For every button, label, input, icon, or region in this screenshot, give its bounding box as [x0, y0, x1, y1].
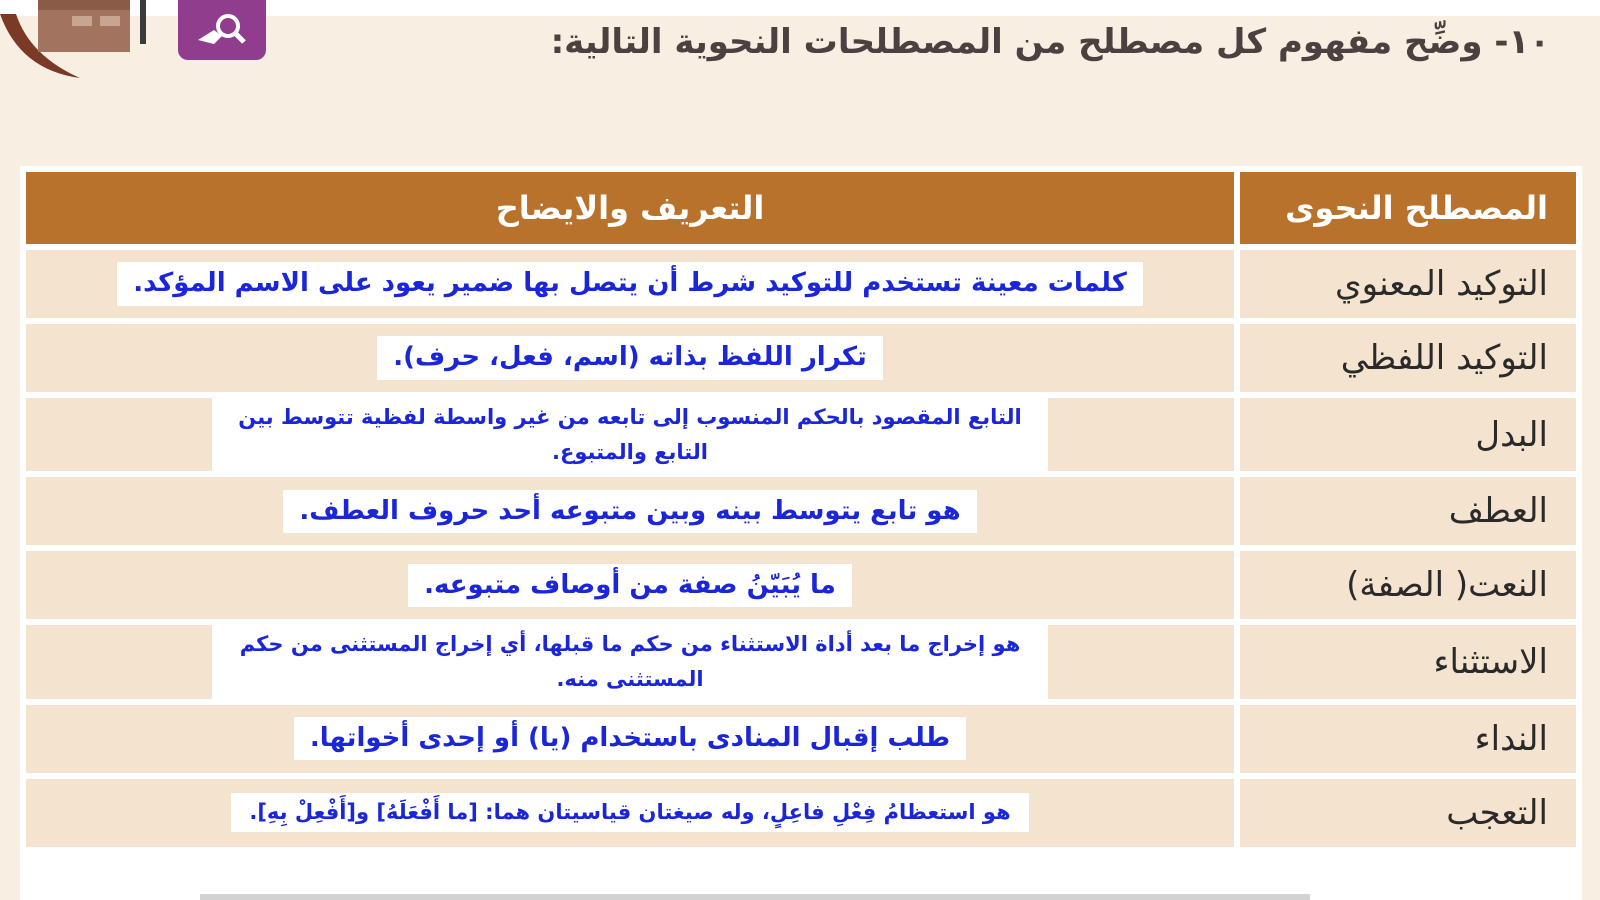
table-row	[26, 625, 1576, 698]
term-cell: التوكيد المعنوي	[1240, 250, 1576, 318]
definition-cell	[26, 779, 1234, 847]
definition-cell	[26, 551, 1234, 619]
search-book-icon	[178, 0, 266, 60]
question-heading: ١٠- وضِّح مفهوم كل مصطلح من المصطلحات النحوية التالية:	[550, 22, 1550, 62]
definition-text: طلب إقبال المنادى باستخدام (يا) أو إحدى أخواتها.	[294, 717, 966, 760]
definition-cell	[26, 324, 1234, 392]
definition-cell	[26, 398, 1234, 471]
term-cell: العطف	[1240, 477, 1576, 545]
definition-text: هو استعظامُ فِعْلِ فاعِلٍ، وله صيغتان قياسيتان هما: [ما أَفْعَلَهُ] و[أَفْعِلْ بِهِ].	[231, 793, 1028, 832]
definition-cell	[26, 250, 1234, 318]
table-row	[26, 779, 1576, 847]
term-cell: النداء	[1240, 705, 1576, 773]
table-row	[26, 477, 1576, 545]
definition-cell	[26, 625, 1234, 698]
definition-text: هو تابع يتوسط بينه وبين متبوعه أحد حروف العطف.	[283, 490, 976, 533]
term-cell: النعت( الصفة)	[1240, 551, 1576, 619]
table-header-row	[26, 172, 1576, 244]
terms-table	[20, 166, 1582, 900]
table-row	[26, 705, 1576, 773]
definition-text: كلمات معينة تستخدم للتوكيد شرط أن يتصل بها ضمير يعود على الاسم المؤكد.	[117, 262, 1143, 305]
term-cell: الاستثناء	[1240, 625, 1576, 698]
table-row	[26, 398, 1576, 471]
definition-text: التابع المقصود بالحكم المنسوب إلى تابعه من غير واسطة لفظية تتوسط بين التابع والمتبوع.	[212, 398, 1048, 471]
table-row	[26, 250, 1576, 318]
term-cell: البدل	[1240, 398, 1576, 471]
definition-cell	[26, 705, 1234, 773]
term-cell: التوكيد اللفظي	[1240, 324, 1576, 392]
table-row	[26, 551, 1576, 619]
book-logo-icon	[0, 0, 170, 82]
bottom-scrollbar[interactable]	[200, 894, 1310, 900]
definition-text: ما يُبَيّنُ صفة من أوصاف متبوعه.	[408, 564, 852, 607]
definition-cell	[26, 477, 1234, 545]
table-row	[26, 324, 1576, 392]
definition-text: هو إخراج ما بعد أداة الاستثناء من حكم ما قبلها، أي إخراج المستثنى من حكم المستثنى منه.	[212, 625, 1048, 698]
definition-text: تكرار اللفظ بذاته (اسم، فعل، حرف).	[377, 336, 883, 379]
header-term: المصطلح النحوى	[1240, 172, 1576, 244]
header-definition: التعريف والايضاح	[26, 172, 1234, 244]
term-cell: التعجب	[1240, 779, 1576, 847]
